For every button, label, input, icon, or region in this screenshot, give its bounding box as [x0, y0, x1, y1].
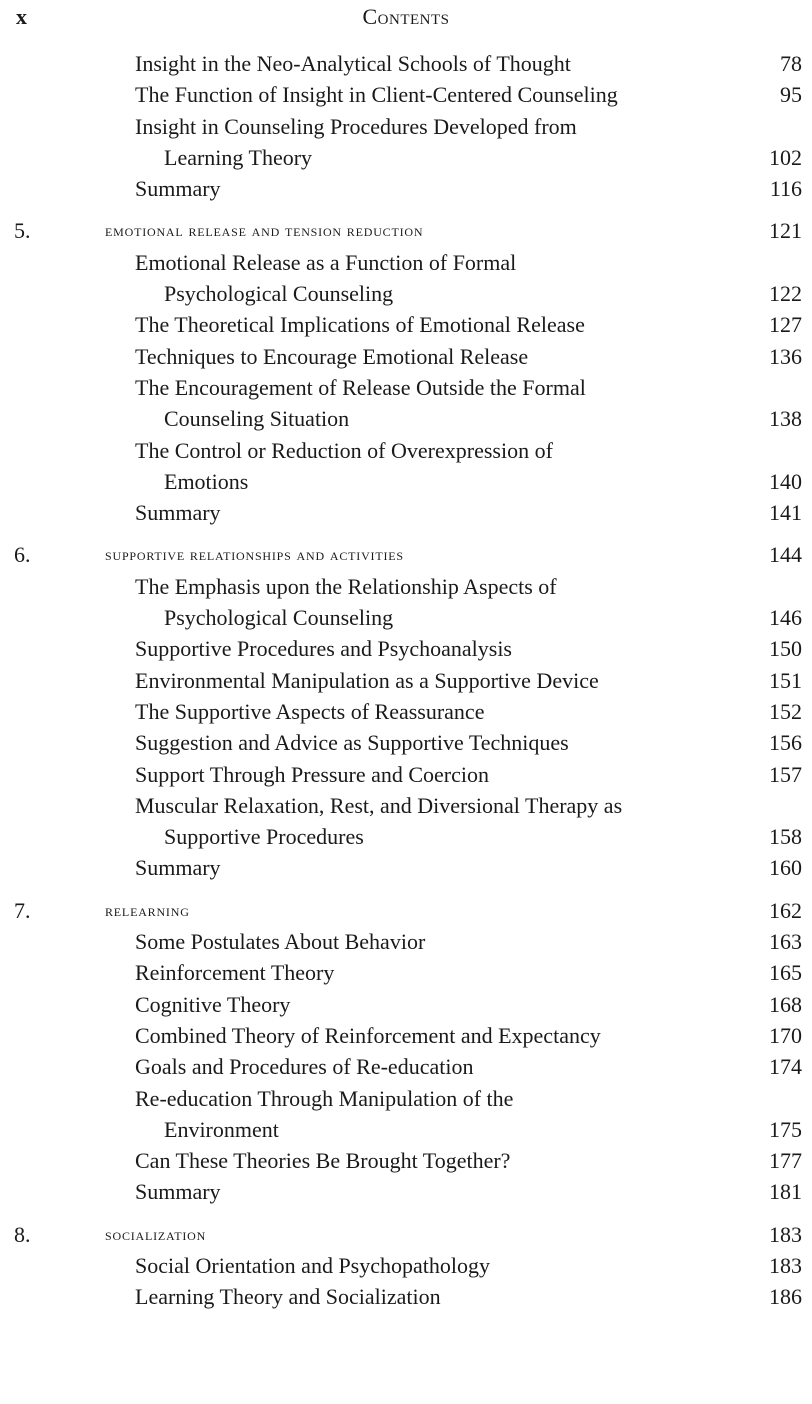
chapter-number: 7.: [14, 897, 31, 923]
toc-entry-continuation: Environment: [164, 1116, 279, 1142]
toc-entry: [0, 665, 812, 696]
toc-entry-line: Support Through Pressure and Coercion: [135, 761, 489, 787]
toc-entry-page-number: 152: [769, 698, 802, 724]
toc-entry-continuation: Emotions: [164, 468, 249, 494]
chapter-title: relearning: [105, 900, 190, 920]
toc-entry-title: [0, 665, 812, 696]
toc-entry-title: [0, 111, 812, 174]
chapter-heading: [0, 539, 812, 570]
toc-entry-page-number: 122: [769, 281, 802, 307]
toc-entry-page-number: 158: [769, 824, 802, 850]
toc-entry-continuation: Counseling Situation: [164, 406, 350, 432]
toc-entry-title: [0, 1176, 812, 1207]
toc-entry-line: The Theoretical Implications of Emotional Release: [135, 312, 585, 338]
toc-entry-page-number: 170: [769, 1022, 802, 1048]
toc-entry-continuation: Psychological Counseling: [164, 281, 394, 307]
toc-entry-page-number: 127: [769, 312, 802, 338]
toc-entry-line: The Function of Insight in Client-Centered Counseling: [135, 82, 618, 108]
toc-entry: [0, 1281, 812, 1312]
toc-entry-continuation: Psychological Counseling: [164, 605, 394, 631]
page-folio: x: [16, 4, 27, 29]
toc-entry-title: [0, 497, 812, 528]
chapter-number: 6.: [14, 542, 31, 568]
toc-entry-title: [0, 1281, 812, 1312]
toc-entry: [0, 111, 812, 174]
toc-entry-title: [0, 957, 812, 988]
toc-entry-page-number: 102: [769, 144, 802, 170]
toc-entry-page-number: 78: [780, 51, 802, 76]
toc-entry-title: [0, 309, 812, 340]
chapter-heading: [0, 215, 812, 246]
toc-entry-title: [0, 790, 812, 853]
chapter-number: 8.: [14, 1221, 31, 1247]
toc-entry: [0, 247, 812, 310]
toc-entry-title: [0, 926, 812, 957]
toc-entry-line: Insight in Counseling Procedures Developed from: [135, 113, 577, 139]
toc-entry-page-number: 140: [769, 468, 802, 494]
table-of-contents: [0, 48, 812, 1313]
toc-entry-page-number: 183: [769, 1252, 802, 1278]
toc-entry: [0, 727, 812, 758]
toc-entry-title: [0, 247, 812, 310]
chapter-page-number: 121: [769, 218, 802, 244]
toc-entry-title: [0, 1083, 812, 1146]
toc-entry: [0, 633, 812, 664]
toc-entry-page-number: 177: [769, 1148, 802, 1174]
toc-entry-page-number: 174: [769, 1054, 802, 1080]
toc-entry-title: [0, 173, 812, 204]
chapter-title: supportive relationships and activities: [105, 545, 404, 565]
toc-entry-title: [0, 852, 812, 883]
toc-entry-page-number: 150: [769, 636, 802, 662]
toc-entry: [0, 989, 812, 1020]
toc-entry: [0, 1145, 812, 1176]
toc-entry-title: [0, 727, 812, 758]
chapter-heading: [0, 895, 812, 926]
toc-entry-line: Summary: [135, 176, 221, 202]
toc-entry-line: The Encouragement of Release Outside the Formal: [135, 374, 586, 400]
toc-entry-page-number: 146: [769, 605, 802, 631]
toc-entry: [0, 372, 812, 435]
toc-entry-line: Insight in the Neo-Analytical Schools of Thought: [135, 51, 571, 76]
toc-entry-title: [0, 435, 812, 498]
toc-entry: [0, 1176, 812, 1207]
toc-entry: [0, 1250, 812, 1281]
toc-entry: [0, 790, 812, 853]
toc-entry-title: [0, 372, 812, 435]
toc-entry: [0, 696, 812, 727]
toc-entry-title: [0, 759, 812, 790]
toc-entry-line: Supportive Procedures and Psychoanalysis: [135, 636, 512, 662]
toc-entry-line: Can These Theories Be Brought Together?: [135, 1148, 511, 1174]
chapter-page-number: 144: [769, 542, 802, 568]
toc-entry-title: [0, 1020, 812, 1051]
chapter-heading: [0, 1219, 812, 1250]
toc-entry-page-number: 160: [769, 855, 802, 881]
toc-entry-title: [0, 633, 812, 664]
toc-entry-page-number: 141: [769, 500, 802, 526]
toc-entry: [0, 48, 812, 79]
toc-entry-line: Some Postulates About Behavior: [135, 929, 426, 955]
toc-entry-line: Emotional Release as a Function of Formal: [135, 249, 517, 275]
toc-entry-line: Re-education Through Manipulation of the: [135, 1085, 514, 1111]
toc-entry: [0, 1083, 812, 1146]
toc-entry-page-number: 136: [769, 343, 802, 369]
toc-entry-line: Learning Theory and Socialization: [135, 1284, 441, 1310]
toc-entry-line: Social Orientation and Psychopathology: [135, 1252, 490, 1278]
toc-entry: [0, 497, 812, 528]
toc-entry: [0, 957, 812, 988]
toc-entry-page-number: 175: [769, 1116, 802, 1142]
toc-entry-line: Summary: [135, 500, 221, 526]
toc-entry-line: Combined Theory of Reinforcement and Expectancy: [135, 1022, 601, 1048]
chapter-title: emotional release and tension reduction: [105, 221, 424, 241]
toc-entry-line: The Control or Reduction of Overexpression of: [135, 437, 553, 463]
toc-entry-continuation: Learning Theory: [164, 144, 313, 170]
running-head: Contents: [362, 4, 450, 29]
toc-entry: [0, 173, 812, 204]
toc-entry-line: Muscular Relaxation, Rest, and Diversional Therapy as: [135, 792, 623, 818]
toc-entry-line: Techniques to Encourage Emotional Release: [135, 343, 529, 369]
chapter-page-number: 162: [769, 897, 802, 923]
toc-entry-line: Suggestion and Advice as Supportive Techniques: [135, 730, 569, 756]
chapter-title: socialization: [105, 1224, 207, 1244]
toc-entry: [0, 79, 812, 110]
toc-entry-line: Goals and Procedures of Re-education: [135, 1054, 474, 1080]
toc-entry-line: Environmental Manipulation as a Supportive Device: [135, 667, 599, 693]
toc-entry-page-number: 116: [769, 176, 802, 202]
toc-entry-title: [0, 1250, 812, 1281]
toc-entry-title: [0, 341, 812, 372]
toc-entry-title: [0, 696, 812, 727]
toc-entry-line: Summary: [135, 855, 221, 881]
toc-entry-line: Summary: [135, 1179, 221, 1205]
toc-entry-line: Reinforcement Theory: [135, 960, 335, 986]
toc-entry: [0, 309, 812, 340]
toc-entry-line: The Emphasis upon the Relationship Aspects of: [135, 573, 557, 599]
toc-entry-page-number: 156: [769, 730, 802, 756]
toc-entry: [0, 1051, 812, 1082]
toc-entry-page-number: 151: [769, 667, 802, 693]
toc-entry-continuation: Supportive Procedures: [164, 824, 364, 850]
toc-entry: [0, 926, 812, 957]
toc-entry-page-number: 138: [769, 406, 802, 432]
toc-entry: [0, 1020, 812, 1051]
toc-entry-page-number: 181: [769, 1179, 802, 1205]
toc-entry: [0, 852, 812, 883]
toc-entry-title: [0, 79, 812, 110]
toc-entry: [0, 571, 812, 634]
toc-entry-page-number: 157: [769, 761, 802, 787]
toc-entry-page-number: 163: [769, 929, 802, 955]
toc-entry-title: [0, 48, 812, 79]
toc-entry: [0, 759, 812, 790]
toc-entry: [0, 341, 812, 372]
chapter-number: 5.: [14, 218, 31, 244]
toc-entry-title: [0, 571, 812, 634]
toc-entry-title: [0, 1051, 812, 1082]
toc-entry-title: [0, 1145, 812, 1176]
page-header: [0, 2, 812, 36]
toc-entry: [0, 435, 812, 498]
toc-entry-line: Cognitive Theory: [135, 991, 291, 1017]
chapter-page-number: 183: [769, 1221, 802, 1247]
toc-entry-page-number: 186: [769, 1284, 802, 1310]
toc-entry-page-number: 95: [780, 82, 802, 108]
toc-entry-line: The Supportive Aspects of Reassurance: [135, 698, 485, 724]
toc-entry-page-number: 168: [769, 991, 802, 1017]
toc-entry-title: [0, 989, 812, 1020]
toc-entry-page-number: 165: [769, 960, 802, 986]
